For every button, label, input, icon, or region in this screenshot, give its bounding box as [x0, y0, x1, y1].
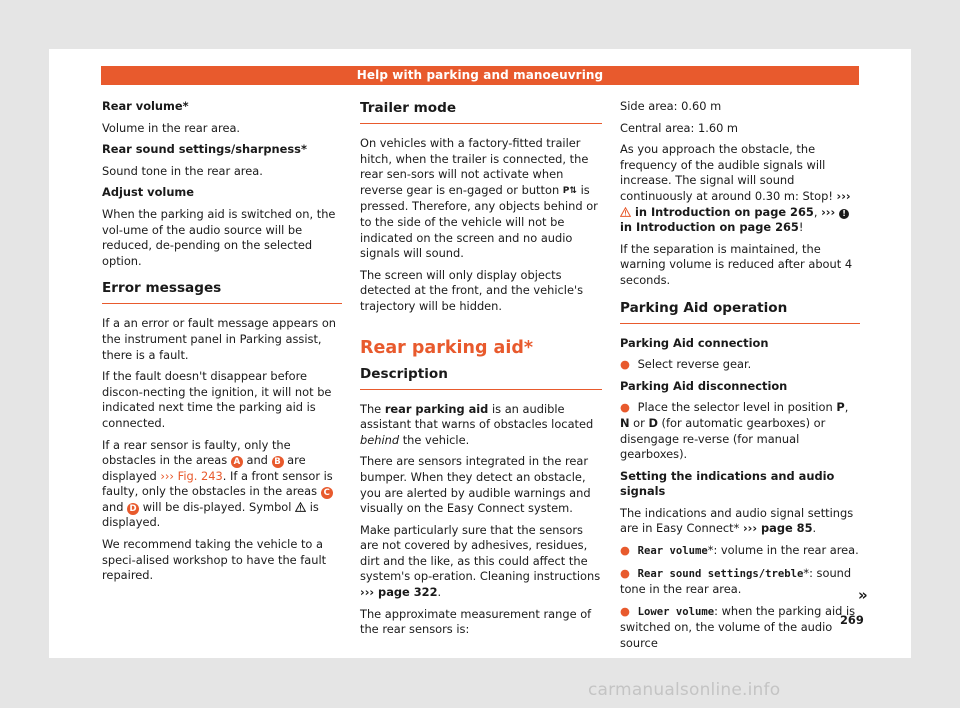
trailer-mode-heading: Trailer mode	[360, 99, 602, 124]
error-paragraph-3: If a rear sensor is faulty, only the obstacles in the areas A and B are displayed ››› Fig. 243. If a front sensor is faulty, only the obstacles in the areas C and D will be dis-played. Symbol is displayed.	[102, 437, 333, 530]
area-c-badge: C	[321, 487, 333, 499]
description-paragraph-1: The rear parking aid is an audible assistant that warns of obstacles located behind the vehicle.	[360, 401, 594, 447]
rear-parking-aid-heading: Rear parking aid*	[360, 337, 534, 358]
parking-button-icon: P⇅	[562, 185, 577, 196]
error-paragraph-4: We recommend taking the vehicle to a speci-alised workshop to have the fault repaired.	[102, 537, 327, 583]
column-left	[102, 99, 342, 590]
option-lower-volume: ● Lower volume: when the parking aid is switched on, the volume of the audio source	[620, 603, 856, 651]
error-messages-heading: Error messages	[102, 279, 342, 304]
bullet-icon: ●	[620, 565, 630, 580]
rear-volume-title: Rear volume*	[102, 99, 189, 113]
area-a-badge: A	[231, 456, 243, 468]
column-middle	[360, 99, 602, 644]
description-heading: Description	[360, 365, 602, 390]
page-number: 269	[840, 613, 864, 627]
info-icon: !	[839, 209, 849, 219]
continue-mark: »	[858, 586, 868, 604]
error-paragraph-2: If the fault doesn't disappear before discon-necting the ignition, it will not be indicated next time the parking aid is connected.	[102, 369, 332, 430]
warning-triangle-icon	[620, 207, 631, 217]
separation-paragraph: If the separation is maintained, the warning volume is reduced after about 4 seconds.	[620, 241, 853, 287]
bullet-icon: ●	[620, 543, 630, 558]
trailer-paragraph-2: The screen will only display objects detected at the front, and the vehicle's trajectory will be hidden.	[360, 267, 584, 313]
description-paragraph-4: The approximate measurement range of the rear sensors is:	[360, 606, 592, 637]
adjust-volume-text: When the parking aid is switched on, the vol-ume of the audio source will be reduced, de-pending on the selected option.	[102, 206, 336, 268]
column-right	[620, 99, 860, 658]
option-rear-sound: ● Rear sound settings/treble*: sound tone in the rear area.	[620, 565, 852, 597]
setting-title: Setting the indications and audio signals	[620, 468, 835, 499]
operation-heading: Parking Aid operation	[620, 299, 860, 324]
adjust-volume-title: Adjust volume	[102, 185, 195, 200]
side-area-range: Side area: 0.60 m	[620, 99, 722, 113]
area-b-badge: B	[272, 456, 284, 468]
cleaning-page-link[interactable]: ››› page 322	[360, 585, 438, 600]
setting-paragraph: The indications and audio signal settings are in Easy Connect* ››› page 85.	[620, 505, 854, 536]
intro-info-link[interactable]: ››› ! in Introduction on page 265	[620, 205, 849, 235]
bullet-icon: ●	[620, 603, 630, 618]
rear-sound-text: Sound tone in the rear area.	[102, 163, 263, 178]
running-header: Help with parking and manoeuvring	[101, 66, 859, 85]
bullet-icon: ●	[620, 357, 630, 372]
watermark: carmanualsonline.info	[588, 680, 781, 700]
disconnection-title: Parking Aid disconnection	[620, 378, 788, 393]
rear-volume-text: Volume in the rear area.	[102, 120, 241, 135]
warning-triangle-icon	[295, 502, 306, 512]
central-area-range: Central area: 1.60 m	[620, 120, 739, 135]
figure-link[interactable]: ››› Fig. 243	[160, 468, 223, 483]
disconnection-item: ● Place the selector level in position P, N or D (for automatic gearboxes) or disengage re-verse (for manual gearboxes).	[620, 400, 849, 462]
connection-title: Parking Aid connection	[620, 335, 769, 350]
description-paragraph-2: There are sensors integrated in the rear bumper. When they detect an obstacle, you are alerted by audible warnings and visually on the Easy Connect system.	[360, 454, 591, 516]
rear-sound-title: Rear sound settings/sharpness*	[102, 142, 307, 157]
description-paragraph-3: Make particularly sure that the sensors are not covered by adhesives, residues, dirt and the like, as this could affect the system's op-eration. Cleaning instructions ››› page 322.	[360, 522, 601, 600]
connection-item: ● Select reverse gear.	[620, 357, 752, 372]
option-rear-volume: ● Rear volume*: volume in the rear area.	[620, 543, 859, 558]
area-d-badge: D	[127, 503, 139, 515]
easy-connect-page-link[interactable]: ››› page 85	[742, 521, 813, 536]
error-paragraph-1: If a an error or fault message appears on the instrument panel in Parking assist, there is a fault.	[102, 316, 337, 362]
trailer-paragraph-1: On vehicles with a factory-fitted trailer hitch, when the trailer is connected, the rear sen-sors will not activate when reverse gear is en-gaged or button P⇅ is pressed. Therefore, any objects behind or to the side of the vehicle will not be indicated on the screen and no audio signals will sound.	[360, 136, 598, 261]
bullet-icon: ●	[620, 400, 630, 415]
approach-paragraph: As you approach the obstacle, the frequency of the audible signals will increase. The signal will sound continuously at around 0.30 m: Stop! ››› in Introduction on page 265, ››› ! in Introduction on page 265!	[620, 142, 851, 235]
intro-warning-link[interactable]: ››› in Introduction on page 265	[620, 189, 851, 219]
